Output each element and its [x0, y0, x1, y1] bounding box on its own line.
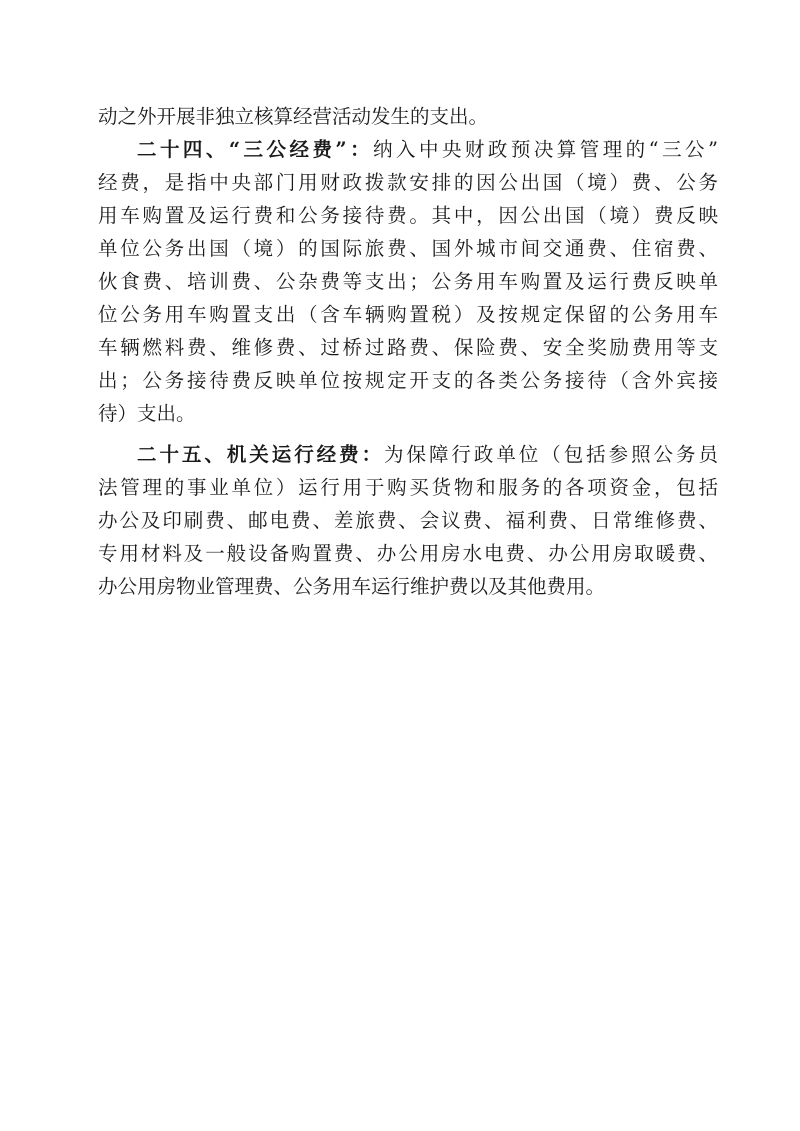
paragraph-3-line-5: 办公用房物业管理费、公务用车运行维护费以及其他费用。 — [98, 575, 606, 598]
paragraph-2-first-line-text: 纳入中央财政预决算管理的“三公” — [373, 138, 718, 161]
paragraph-2-line-7: 车辆燃料费、维修费、过桥过路费、保险费、安全奖励费用等支 — [98, 336, 718, 359]
paragraph-3-line-4: 专用材料及一般设备购置费、办公用房水电费、办公用房取暖费、 — [98, 542, 718, 565]
section-25-heading: 二十五、机关运行经费： — [137, 443, 385, 466]
paragraph-3-line-3: 办公及印刷费、邮电费、差旅费、会议费、福利费、日常维修费、 — [98, 509, 718, 532]
paragraph-2-line-4: 单位公务出国（境）的国际旅费、国外城市间交通费、住宿费、 — [98, 237, 718, 260]
paragraph-3-line-1 — [98, 438, 718, 471]
paragraph-2-line-3: 用车购置及运行费和公务接待费。其中，因公出国（境）费反映 — [98, 204, 718, 227]
paragraph-2-line-2: 经费，是指中央部门用财政拨款安排的因公出国（境）费、公务 — [98, 171, 718, 194]
paragraph-2-line-6: 位公务用车购置支出（含车辆购置税）及按规定保留的公务用车 — [98, 303, 718, 326]
paragraph-2-line-8: 出；公务接待费反映单位按规定开支的各类公务接待（含外宾接 — [98, 369, 718, 392]
paragraph-2-line-5: 伙食费、培训费、公杂费等支出；公务用车购置及运行费反映单 — [98, 270, 718, 293]
paragraph-3-first-line-text: 为保障行政单位（包括参照公务员 — [384, 443, 718, 466]
paragraph-2-line-9: 待）支出。 — [98, 402, 196, 425]
paragraph-3-line-2: 法管理的事业单位）运行用于购买货物和服务的各项资金，包括 — [98, 476, 718, 499]
paragraph-1-line-1: 动之外开展非独立核算经营活动发生的支出。 — [98, 105, 489, 128]
paragraph-2-line-1 — [98, 133, 718, 166]
document-body — [98, 100, 718, 603]
section-24-heading: 二十四、“三公经费”： — [137, 138, 374, 161]
paragraph-spacer — [98, 430, 718, 438]
